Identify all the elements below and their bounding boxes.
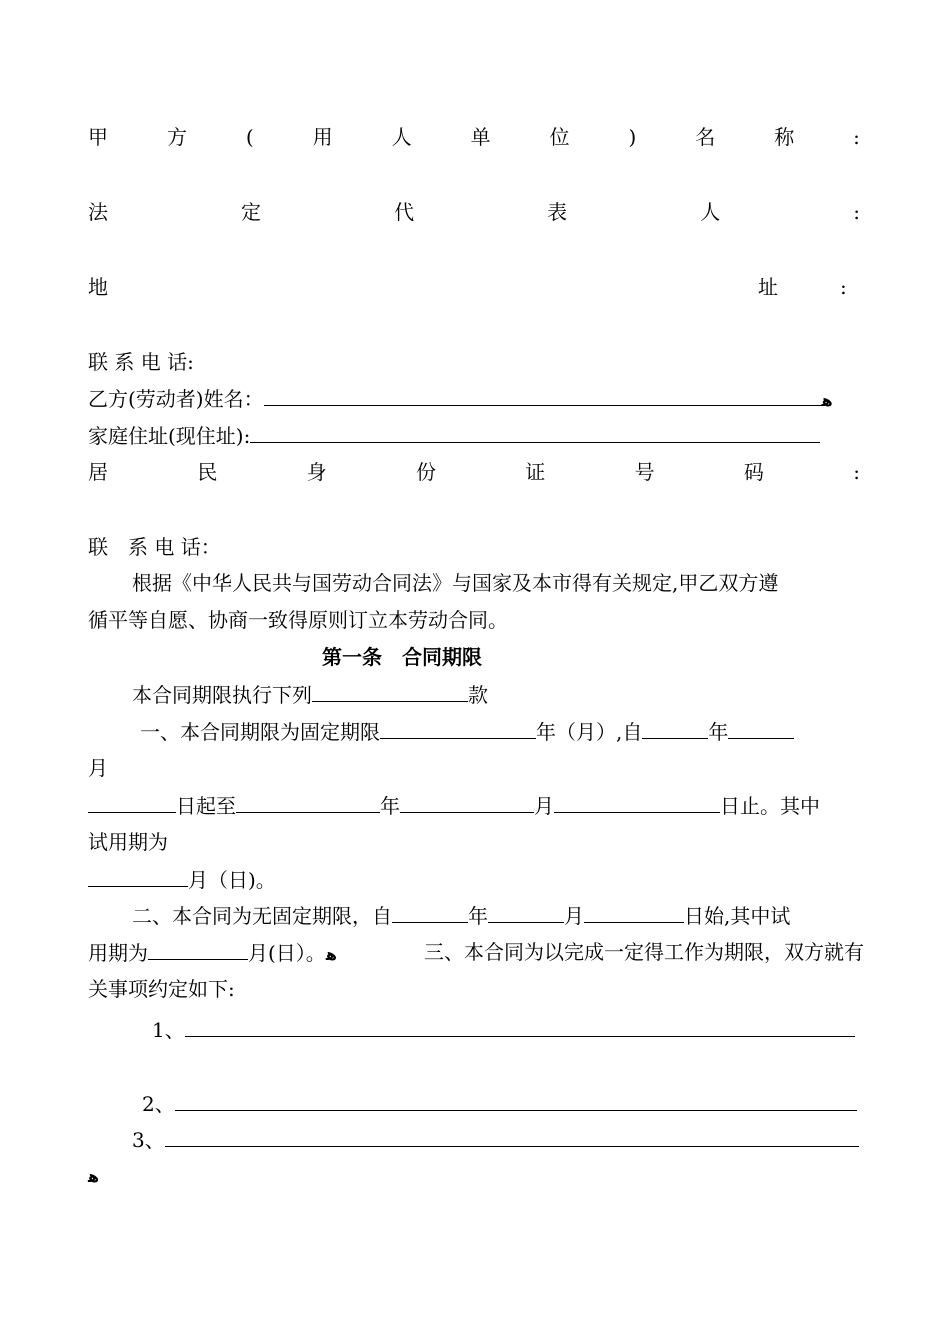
char: : — [840, 275, 847, 299]
end-day-label: 日止。其中 — [720, 794, 820, 818]
preamble-line-2: 循平等自愿、协商一致得原则订立本劳动合同。 — [88, 608, 508, 632]
char: 身 — [306, 460, 327, 484]
preamble-line-1: 根据《中华人民共与国劳动合同法》与国家及本市得有关规定,甲乙双方遵 — [132, 571, 779, 595]
char: 甲 — [88, 125, 108, 149]
open-trial-label: 用期为 — [88, 941, 148, 965]
char: 份 — [415, 460, 436, 484]
party-a-name-label — [88, 122, 860, 152]
char: : — [853, 460, 860, 484]
char: : — [853, 200, 860, 224]
open-term-trial-row — [88, 937, 864, 967]
fixed-term-length-field[interactable] — [380, 716, 536, 739]
paragraph-mark: ﻫ — [325, 945, 337, 964]
term-clause-field[interactable] — [312, 679, 468, 702]
open-start-month-field[interactable] — [488, 900, 564, 923]
fixed-term-month-label: 月 — [88, 756, 108, 780]
list-item-number: 3、 — [132, 1128, 165, 1152]
fixed-term-prefix: 一、本合同期限为固定期限 — [140, 720, 380, 744]
open-trial-field[interactable] — [148, 937, 248, 960]
open-trial-unit: 月(日）。 — [248, 941, 326, 965]
start-month-field[interactable] — [728, 716, 794, 739]
list-item — [88, 1088, 860, 1118]
char: 用 — [312, 125, 333, 149]
home-address-row — [88, 420, 860, 450]
char: 人 — [700, 200, 721, 224]
list-item-field[interactable] — [165, 1124, 859, 1147]
article-1-title: 第一条 合同期限 — [322, 645, 482, 669]
list-item-number: 2、 — [142, 1092, 175, 1116]
trial-period-label: 试用期为 — [88, 830, 168, 854]
char: : — [853, 125, 860, 149]
char: 址 — [758, 275, 778, 299]
char: 法 — [88, 200, 108, 224]
list-item-field[interactable] — [185, 1014, 855, 1037]
end-month-label: 月 — [534, 794, 554, 818]
char: 地 — [88, 275, 108, 299]
month-label: 月 — [564, 904, 584, 928]
party-a-phone-label: 联 系 电 话: — [88, 350, 194, 374]
trial-period-field[interactable] — [88, 864, 188, 887]
party-b-phone-label: 联 系 电 话： — [88, 535, 221, 559]
home-address-label: 家庭住址(现住址): — [88, 424, 251, 448]
list-item — [88, 1124, 860, 1154]
char: 证 — [525, 460, 546, 484]
end-year-label: 年 — [380, 794, 400, 818]
home-address-field[interactable] — [250, 420, 820, 443]
party-b-name-field[interactable] — [264, 383, 822, 406]
paragraph-mark: ﻫ — [88, 1167, 100, 1186]
trial-period-unit: 月（日)。 — [188, 868, 276, 892]
id-number-label — [88, 457, 860, 487]
task-term-text-2: 关事项约定如下: — [88, 977, 235, 1001]
legal-representative-label — [88, 197, 860, 227]
task-term-text: 三、本合同为以完成一定得工作为期限，双方就有 — [424, 940, 864, 964]
paragraph-mark: ﻫ — [821, 391, 833, 410]
char: 方 — [166, 125, 187, 149]
char: 民 — [197, 460, 218, 484]
char: 居 — [88, 460, 108, 484]
open-start-day-field[interactable] — [584, 900, 684, 923]
open-term-row — [88, 900, 860, 930]
term-intro-row — [88, 679, 860, 709]
trial-period-row — [88, 864, 860, 894]
year-label: 年 — [468, 904, 488, 928]
end-month-field[interactable] — [400, 790, 534, 813]
party-b-name-label: 乙方(劳动者)姓名： — [88, 387, 264, 411]
address-label — [88, 272, 860, 302]
fixed-term-row — [88, 716, 860, 746]
start-day-label: 日起至 — [176, 794, 236, 818]
end-year-field[interactable] — [236, 790, 380, 813]
list-item — [88, 1014, 860, 1044]
char: 定 — [241, 200, 262, 224]
list-item-number: 1、 — [152, 1018, 185, 1042]
char: ) — [628, 125, 637, 149]
start-year-field[interactable] — [642, 716, 708, 739]
party-b-name-row — [88, 383, 860, 413]
open-term-day-label: 日始,其中试 — [684, 904, 791, 928]
end-day-field[interactable] — [554, 790, 720, 813]
fixed-term-unit: 年（月）,自 — [536, 720, 643, 744]
open-term-prefix: 二、本合同为无固定期限，自 — [132, 904, 392, 928]
char: 表 — [547, 200, 568, 224]
term-intro-prefix: 本合同期限执行下列 — [132, 683, 312, 707]
start-day-field[interactable] — [88, 790, 176, 813]
term-intro-suffix: 款 — [468, 683, 488, 707]
char: 单 — [470, 125, 491, 149]
char: ( — [245, 125, 254, 149]
char: 号 — [634, 460, 655, 484]
char: 名 — [695, 125, 716, 149]
year-label: 年 — [708, 720, 729, 744]
char: 位 — [549, 125, 570, 149]
list-item-field[interactable] — [175, 1088, 857, 1111]
char: 人 — [391, 125, 412, 149]
char: 代 — [394, 200, 415, 224]
char: 码 — [743, 460, 764, 484]
fixed-term-dates-row — [88, 790, 860, 820]
char: 称 — [774, 125, 795, 149]
open-start-year-field[interactable] — [392, 900, 468, 923]
